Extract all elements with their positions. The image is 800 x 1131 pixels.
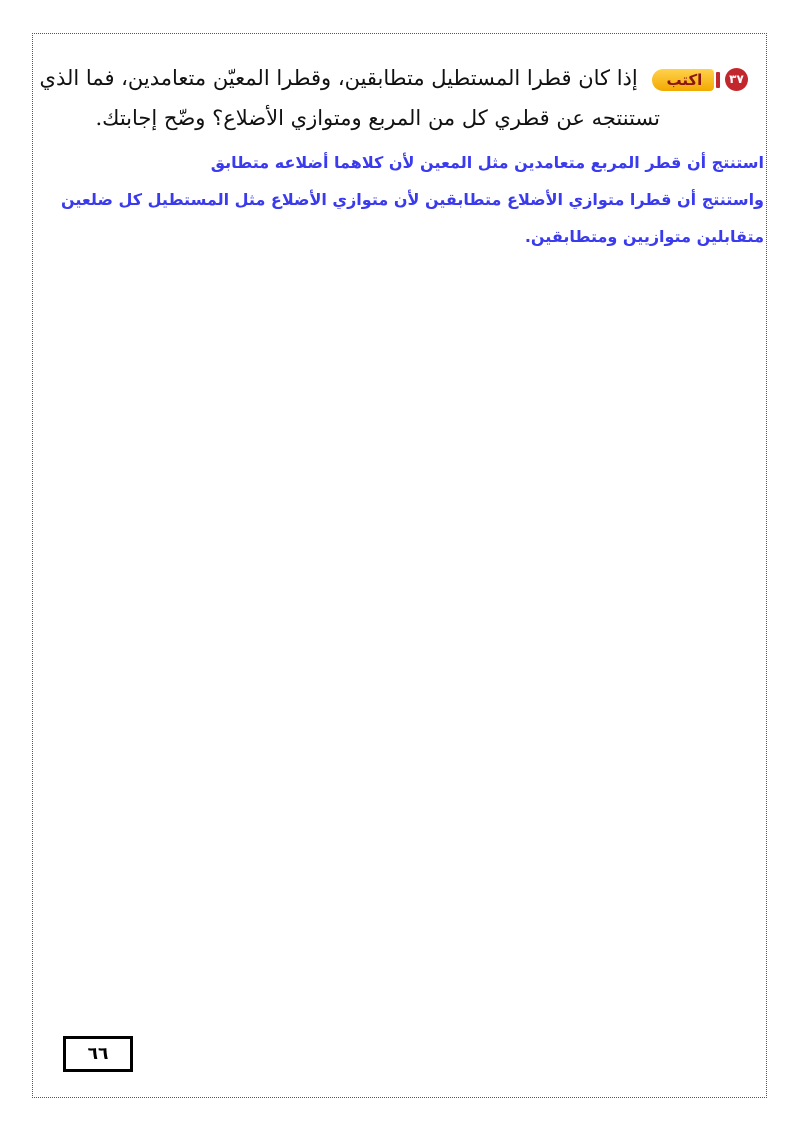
answer-line-3: متقابلين متوازيين ومتطابقين.: [524, 227, 764, 246]
answer-line-2: واستنتج أن قطرا متوازي الأضلاع متطابقين لأن متوازي الأضلاع مثل المستطيل كل ضلعين: [60, 190, 764, 209]
question-line-1: [39, 58, 748, 98]
question-text-1: إذا كان قطرا المستطيل متطابقين، وقطرا المعيّن متعامدين، فما الذي: [39, 66, 638, 90]
page-number: ٦٦: [63, 1036, 133, 1072]
question-number: ٣٧: [725, 68, 748, 91]
answer-line-1: استنتج أن قطر المربع متعامدين مثل المعين لأن كلاهما أضلاعه متطابق: [210, 153, 764, 172]
write-badge: اكتب: [652, 69, 714, 91]
question-block: [39, 58, 748, 138]
question-text-2: تستنتجه عن قطري كل من المربع ومتوازي الأضلاع؟ وضّح إجابتك.: [95, 106, 660, 130]
answer-block: [44, 144, 764, 255]
